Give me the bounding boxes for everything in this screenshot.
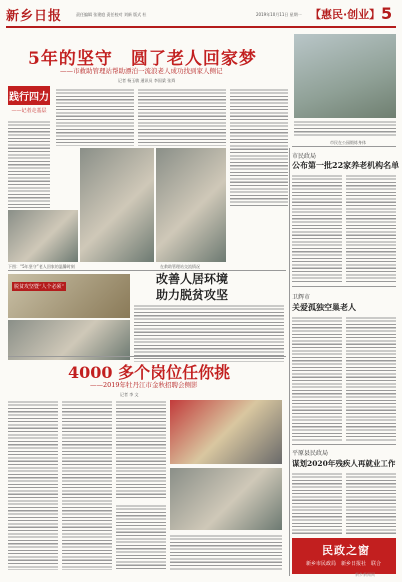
newspaper-name: 新乡日报 bbox=[6, 9, 63, 24]
horizontal-rule-1 bbox=[8, 270, 286, 271]
campaign-kicker: 平原县民政局 bbox=[292, 450, 329, 457]
environment-photo-top bbox=[8, 274, 130, 318]
notice-column-1 bbox=[292, 174, 342, 282]
horizontal-rule-4 bbox=[292, 286, 396, 287]
environment-banner: 脱贫攻坚暨“人个必须” bbox=[14, 284, 65, 290]
jobs-column-4 bbox=[116, 504, 166, 570]
environment-photo-bottom bbox=[8, 320, 130, 360]
right-photo-caption: 市民在公园锻炼身体 bbox=[330, 140, 366, 145]
lead-photo-left bbox=[8, 210, 78, 262]
watermark: 新乡新闻网 bbox=[355, 572, 375, 577]
campaign-title: 谋划2020年残疾人再就业工作 bbox=[292, 459, 396, 468]
dept-info: 责任编辑 张建庭 责任校对 刘新 版式 杜 bbox=[76, 12, 147, 17]
lead-column-4 bbox=[230, 88, 288, 208]
lead-photo-caption-right: 在救助管理站交流情况 bbox=[160, 264, 200, 269]
page-number: 5 bbox=[381, 4, 393, 23]
lead-column-3 bbox=[138, 88, 226, 146]
lead-subtitle: ——市救助管理站帮助漂泊一流浪老人成功找到家人侧记 bbox=[60, 67, 223, 75]
campaign-column-1 bbox=[292, 472, 342, 534]
jobs-column-2 bbox=[62, 400, 112, 570]
notice-title: 公布第一批22家养老机构名单 bbox=[292, 160, 400, 170]
lead-photo-caption-left: 下图：“5年坚守”老人回家的温馨时刻 bbox=[8, 264, 75, 269]
horizontal-rule-3 bbox=[292, 146, 396, 147]
civil-affairs-box bbox=[292, 538, 396, 574]
care-column-1 bbox=[292, 316, 342, 442]
jobs-title: 4000 多个岗位任你挑 bbox=[68, 363, 231, 382]
jobs-subtitle: ——2019年牡丹江市金秋招聘会侧影 bbox=[90, 381, 198, 389]
lead-byline: 记者 杨玉敏 通讯员 李国梁 张舜 bbox=[118, 78, 176, 83]
box-subtitle: 新乡市民政局 新乡日报社 联合 bbox=[306, 561, 382, 567]
care-kicker: 卫辉市 bbox=[292, 294, 311, 301]
right-photo-caption-text bbox=[294, 120, 396, 138]
horizontal-rule-5 bbox=[292, 444, 396, 445]
vertical-rule bbox=[289, 148, 290, 576]
care-column-2 bbox=[346, 316, 396, 442]
section-name: 【惠民·创业】 bbox=[310, 8, 381, 21]
jobs-column-3 bbox=[116, 400, 166, 500]
environment-title-2: 助力脱贫攻坚 bbox=[156, 288, 229, 302]
care-title: 关爱孤独空巢老人 bbox=[292, 302, 356, 312]
jobs-photo-bottom bbox=[170, 468, 282, 530]
lead-column-2 bbox=[56, 88, 134, 146]
box-title: 民政之窗 bbox=[322, 544, 370, 557]
notice-column-2 bbox=[346, 174, 396, 282]
sidebar-title: 践行四力 bbox=[8, 86, 50, 105]
lead-photo-middle bbox=[80, 148, 154, 262]
right-photo bbox=[294, 34, 396, 118]
jobs-byline: 记者 李 文 bbox=[120, 392, 139, 397]
masthead bbox=[6, 4, 396, 28]
lead-photo-right bbox=[156, 148, 226, 262]
lead-title: 5年的坚守 圆了老人回家梦 bbox=[28, 49, 257, 69]
jobs-column-1 bbox=[8, 400, 58, 570]
jobs-column-5 bbox=[170, 534, 282, 570]
jobs-photo-top bbox=[170, 400, 282, 464]
lead-sidebar bbox=[8, 86, 50, 116]
date-info: 2019年10月11日 星期一 bbox=[256, 12, 302, 17]
campaign-column-2 bbox=[346, 472, 396, 534]
lead-column-1 bbox=[8, 120, 50, 208]
horizontal-rule-2 bbox=[8, 356, 286, 357]
notice-kicker: 市民政局 bbox=[292, 153, 317, 160]
environment-body bbox=[134, 304, 284, 362]
environment-title: 改善人居环境 bbox=[156, 272, 229, 286]
sidebar-subtitle: ——记者走基层 bbox=[11, 108, 47, 114]
